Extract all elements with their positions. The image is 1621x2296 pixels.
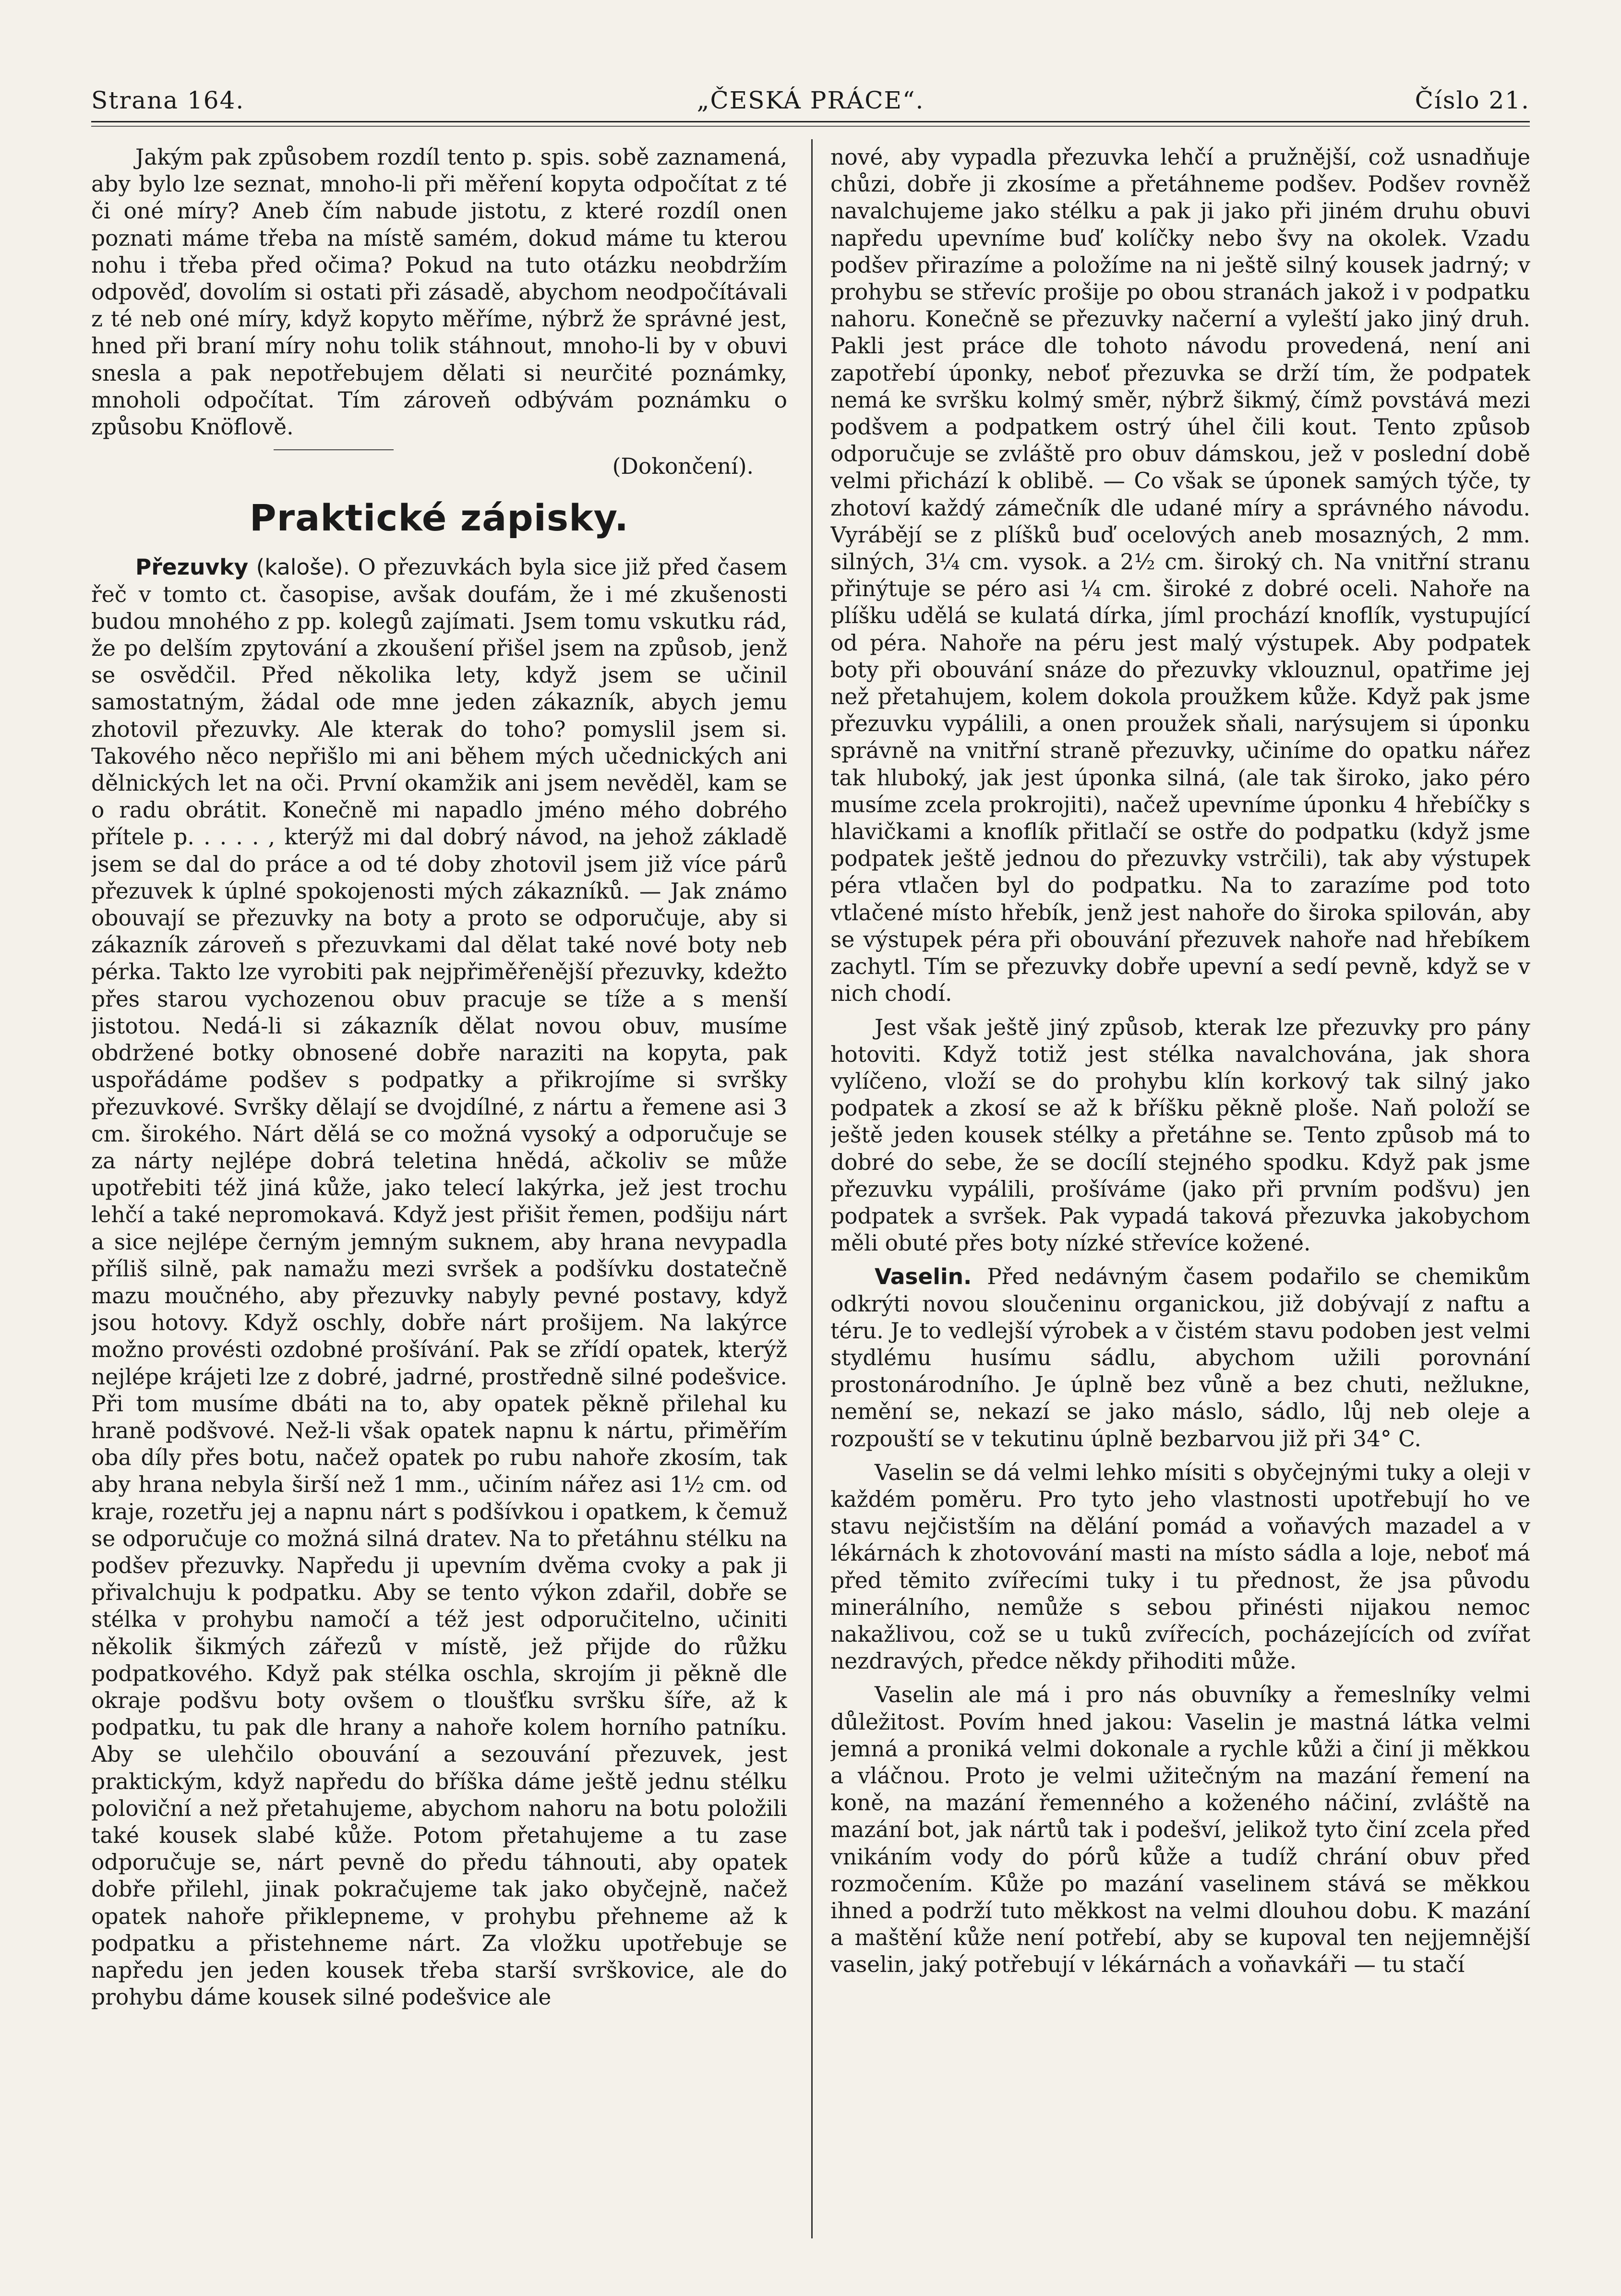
article-lead-title: Přezuvky [135, 554, 249, 580]
section-title: Praktické zápisky. [249, 496, 629, 540]
continuation-note: (Dokončení). [612, 454, 754, 480]
article-paragraph [830, 1263, 1530, 1452]
running-header [91, 82, 1530, 120]
right-column [830, 144, 1530, 2237]
article-paragraph [91, 554, 787, 2011]
article-paragraph: Jest však ještě jiný způsob, kterak lze přezuvky pro pány hotoviti. Když totiž jest stélka navalchována, jak shora vylíčeno, vloží se do prohybu klín korkový tak silný jako podpatek a zkosí se až k bříšku pěkně ploše. Naň položí se ještě jeden kousek stélky a přetáhne se. Tento způsob má to dobré do sebe, že se docílí stejného spodku. Když pak jsme přezuvku vypálili, prošíváme (jako při prvním podšvu) jen podpatek a svršek. Pak vypadá taková přezuvka jakobychom měli obuté přes boty nízké střevíce kožené. [830, 1014, 1530, 1256]
article-body: Před nedávným časem podařilo se chemikům odkrýti novou sloučeninu organickou, již dobývají z naftu a téru. Je to vedlejší výrobek a v čistém stavu podoben jest velmi stydlému husímu sádlu, abychom užili porovnání prostonárodního. Je úplně bez vůně a bez chuti, nežlukne, nemění se, nekazí se jako máslo, sádlo, lůj neb oleje a rozpouští se v tekutinu úplně bezbarvou již při 34° C. [830, 1264, 1530, 1452]
header-rule-thin [91, 126, 1530, 127]
article-body: O přezuvkách byla sice již před časem řeč v tomto ct. časopise, avšak doufám, že i mé zkušenosti budou mnohého z pp. kolegů zajímati. Jsem tomu vskutku rád, že po delším zpytování a zkoušení přišel jsem na způsob, jenž se osvědčil. Před několika lety, když jsem se učinil samostatným, žádal ode mne jeden zákazník, abych jemu zhotovil přezuvky. Ale kterak do toho? pomyslil jsem si. Takového něco nepřišlo mi ani během mých učednických ani dělnických let na oči. První okamžik ani jsem nevěděl, kam se o radu obrátit. Konečně mi napadlo jméno mého dobrého přítele p. . . . . , kterýž mi dal dobrý návod, na jehož základě jsem se dal do práce a od té doby zhotovil jsem již více párů přezuvek k úplné spokojenosti mých zákazníků. — Jak známo obouvají se přezuvky na boty a proto se odporučuje, aby si zákazník zároveň s přezuvkami dal dělat také nové boty neb pérka. Takto lze vyrobiti pak nejpřiměřenější přezuvky, kdežto přes starou vychozenou obuv pracuje se tíže a s menší jistotou. Nedá-li si zákazník dělat novou obuv, musíme obdržené botky obnosené dobře naraziti na kopyta, pak uspořádáme podšev s podpatky a přikrojíme si svršky přezuvkové. Svršky dělají se dvojdílné, z nártu a řemene asi 3 cm. širokého. Nárt dělá se co možná vysoký a odporučuje se za nárty nejlépe dobrá teletina hnědá, ačkoliv se může upotřebiti též jiná kůže, jako telecí lakýrka, jež jest trochu lehčí a také nepromokavá. Když jest přišit řemen, podšiju nárt a sice nejlépe černým jemným suknem, aby hrana nevypadla příliš silně, pak namažu mezi svršek a podšívku dostatečně mazu moučného, aby přezuvky nabyly pevné postavy, když jsou hotovy. Když oschly, dobře nárt prošijem. Na lakýrce možno provésti ozdobné prošívání. Pak se zřídí opatek, kterýž nejlépe krájeti lze z dobré, jadrné, prostředně silné podešvice. Při tom musíme dbáti na to, aby opatek pěkně přilehal ku hraně podšvové. Než-li však opatek napnu k nártu, přiměřím oba díly přes botu, načež opatek po rubu nahoře zkosím, tak aby hrana nebyla širší než 1 mm., učiním nářez asi 1½ cm. od kraje, rozetřu jej a napnu nárt s podšívkou i opatkem, k čemuž se odporučuje co možná silná dratev. Na to přetáhnu stélku na podšev přezuvky. Napředu ji upevním dvěma cvoky a pak ji přivalchuju k podpatku. Aby se tento výkon zdařil, dobře se stélka v prohybu namočí a též jest odporučitelno, učiniti několik šikmých zářezů v místě, jež přijde do růžku podpatkového. Když pak stélka oschla, skrojím ji pěkně dle okraje podšvu boty ovšem o tloušťku svršku šíře, až k podpatku, tu pak dle hrany a nahoře kolem horního patníku. Aby se ulehčilo obouvání a sezouvání přezuvek, jest praktickým, když napředu do bříška dáme ještě jednu stélku poloviční a než přetahujeme, abychom nahoru na botu položili také kousek slabé kůže. Potom přetahujeme a tu zase odporučuje se, nárt pevně do předu táhnouti, aby opatek dobře přilehl, jinak pokračujeme tak jako obyčejně, načež opatek nahoře přiklepneme, v prohybu přehneme až k podpatku a přistehneme nárt. Za vložku upotřebuje se napředu jen jeden kousek třeba starší svrškovice, ale do prohybu dáme kousek silné podešvice ale [91, 554, 787, 2010]
article-paragraph: Vaselin se dá velmi lehko mísiti s obyčejnými tuky a oleji v každém poměru. Pro tyto jeho vlastnosti upotřebují ho ve stavu nejčistším na dělání pomád a voňavých mazadel a v lékárnách k zhotovování masti na místo sádla a loje, neboť má před těmito zvířecími tuky i tu přednost, že jsa původu minerálního, nemůže s sebou přinésti nijakou nemoc nakažlivou, což se u tuků zvířecích, pocházejících od zvířat nezdravých, předce někdy přihoditi může. [830, 1459, 1530, 1674]
left-column [91, 144, 787, 2237]
article-lead-subtitle: (kaloše). [256, 554, 350, 580]
intro-paragraph: Jakým pak způsobem rozdíl tento p. spis. sobě zaznamená, aby bylo lze seznat, mnoho-li při měření kopyta odpočítat z té či oné míry? Aneb čím nabude jistotu, z které rozdíl onen poznati máme třeba na místě samém, dokud máme tu kterou nohu i třeba před očima? Pokud na tuto otázku neobdržím odpověď, dovolím si ostati při zásadě, abychom neodpočítávali z té neb oné míry, když kopyto měříme, nýbrž že správné jest, hned při braní míry nohu tolik stáhnout, mnoho-li by v obuvi snesla a pak nepotřebujem dělati si neurčité poznámky, mnoholi odpočítat. Tím zároveň odbývám poznámku o způsobu Knöflově. [91, 144, 787, 440]
page-number: Strana 164. [91, 86, 245, 114]
column-divider [811, 139, 813, 2238]
article-paragraph-continued: nové, aby vypadla přezuvka lehčí a pružnější, což usnadňuje chůzi, dobře ji zkosíme a přetáhneme podšev. Podšev rovněž navalchujeme jako stélku a pak ji jako při jiném druhu obuvi napředu upevníme buď kolíčky nebo švy na okolek. Vzadu podšev přirazíme a položíme na ni ještě silný kousek jadrný; v prohybu se střevíc prošije po obou stranách jakož i v podpatku nahoru. Konečně se přezuvky načerní a vyleští jako jiný druh. Pakli jest práce dle tohoto návodu provedená, není ani zapotřebí úponky, neboť přezuvka se drží tím, že podpatek nemá ke svršku kolmý směr, nýbrž šikmý, čímž povstává mezi podšvem a podpatkem ostrý úhel čili kout. Tento způsob odporučuje se zvláště pro obuv dámskou, jež v poslední době velmi přichází k oblibě. — Co však se úponek samých týče, ty zhotoví každý zámečník dle udané míry a správného návodu. Vyrábějí se z plíšků buď ocelových aneb mosazných, 2 mm. silných, 3¼ cm. vysok. a 2½ cm. široký ch. Na vnitřní stranu přinýtuje se péro asi ¼ cm. široké z dobré oceli. Nahoře na plíšku udělá se kulatá dírka, jíml prochází knoflík, vystupující od péra. Nahoře na péru jest malý výstupek. Aby podpatek boty při obouvání snáze do přezuvky vklouznul, opatřime jej než přetahujem, kolem dokola proužkem kůže. Když pak jsme přezuvku vypálili, a onen proužek sňali, narýsujem si úponku správně na vnitřní straně přezuvky, učiníme do opatku nářez tak hluboký, jak jest úponka silná, (ale tak široko, jako péro musíme zcela prokrojiti), načež upevníme úponku 4 hřebíčky s hlavičkami a knoflík přitlačí se ostře do podpatku (když jsme podpatek ještě jednou do přezuvky vstrčili), tak aby výstupek péra vtlačen byl do podpatku. Na to zarazíme pod toto vtlačené místo hřebík, jenž jest nahoře do široka spilován, aby se výstupek péra při obouvání přezuvek nahoře nad hřebíkem zachytl. Tím se přezuvky dobře upevní a sedí pevně, když se v nich chodí. [830, 144, 1530, 1007]
journal-title: „ČESKÁ PRÁCE“. [696, 86, 925, 114]
header-rule [91, 121, 1530, 122]
issue-number: Číslo 21. [1415, 86, 1530, 114]
article-lead-title: Vaselin. [875, 1264, 972, 1290]
divider [274, 449, 394, 450]
article-paragraph: Vaselin ale má i pro nás obuvníky a řemeslníky velmi důležitost. Povím hned jakou: Vaselin je mastná látka velmi jemná a proniká velmi dokonale a rychle kůži a činí ji měkkou a vláčnou. Proto je velmi užitečným na mazání řemení na koně, na mazání řemenného a koženého náčiní, zvláště na mazání bot, jak nártů tak i podešví, jelikož tyto činí zcela před vnikáním vody do pórů kůže a tudíž chrání obuv před rozmočením. Kůže po mazání vaselinem stává se měkkou ihned a podrží tuto měkkost na velmi dlouhou dobu. K mazání a maštění kůže není potřebí, aby se kupoval ten nejjemnější vaselin, jaký potřebují v lékárnách a voňavkáři — tu stačí [830, 1682, 1530, 1978]
